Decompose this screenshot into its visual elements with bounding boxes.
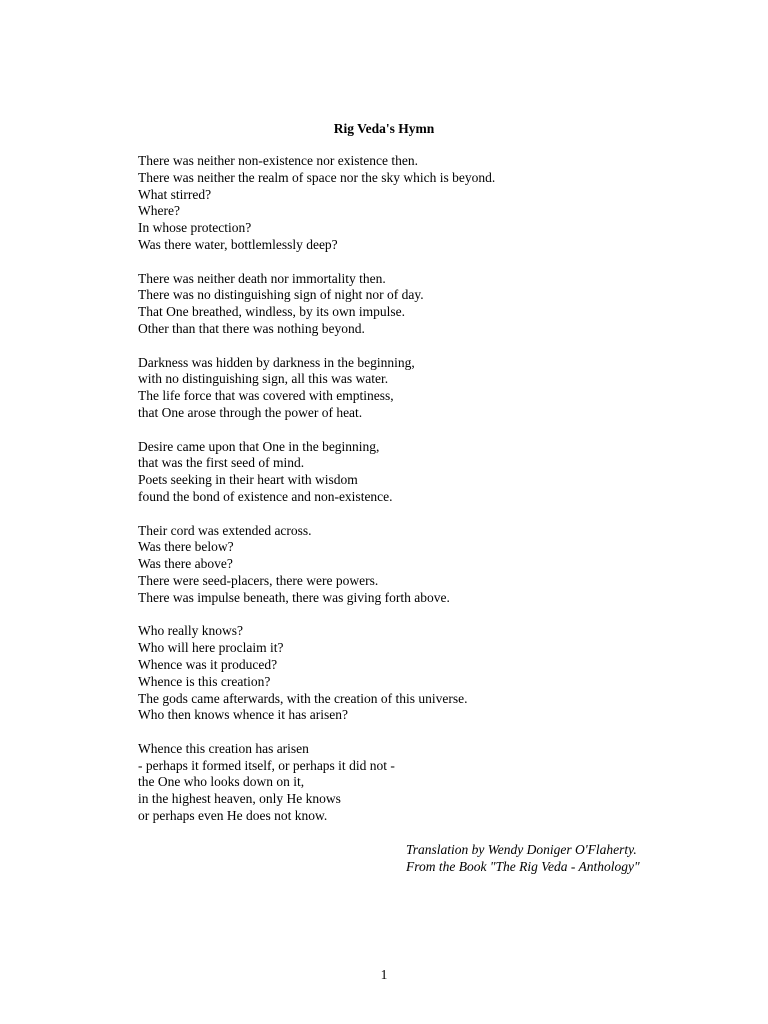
poem-line: Desire came upon that One in the beginning, <box>138 438 380 454</box>
poem-line: There was impulse beneath, there was giving forth above. <box>138 589 450 605</box>
poem-line: There was no distinguishing sign of night nor of day. <box>138 287 424 303</box>
poem-line: The gods came afterwards, with the creation of this universe. <box>138 690 468 706</box>
document-title: Rig Veda's Hymn <box>333 121 435 136</box>
poem-line: Where? <box>138 203 180 219</box>
poem-line: There was neither the realm of space nor the sky which is beyond. <box>138 169 496 185</box>
poem-line: or perhaps even He does not know. <box>138 808 328 824</box>
stanza-2 <box>138 271 495 338</box>
poem-line: found the bond of existence and non-existence. <box>138 488 393 504</box>
stanza-5 <box>138 523 495 607</box>
poem-line: There were seed-placers, there were powers. <box>138 572 379 588</box>
poem-line: There was neither non-existence nor existence then. <box>138 153 419 168</box>
poem-line: that was the first seed of mind. <box>138 455 305 471</box>
poem-line: Was there water, bottlemlessly deep? <box>138 236 338 252</box>
stanza-4 <box>138 439 495 506</box>
poem-line: Was there above? <box>138 556 233 572</box>
poem-line: Darkness was hidden by darkness in the beginning, <box>138 354 415 370</box>
stanza-7 <box>138 741 495 825</box>
stanza-3 <box>138 355 495 422</box>
poem-line: in the highest heaven, only He knows <box>138 791 341 807</box>
poem-line: Was there below? <box>138 539 234 555</box>
poem-line: Whence this creation has arisen <box>138 740 309 756</box>
poem-line: with no distinguishing sign, all this was water. <box>138 371 389 387</box>
stanza-6 <box>138 623 495 724</box>
attribution-source-book: From the Book "The Rig Veda - Anthology" <box>406 859 640 874</box>
poem-line: Poets seeking in their heart with wisdom <box>138 472 358 488</box>
page-number: 1 <box>380 967 388 982</box>
poem-line: Who will here proclaim it? <box>138 640 284 656</box>
poem-line: There was neither death nor immortality then. <box>138 270 386 286</box>
poem-body <box>138 153 495 842</box>
translation-attribution <box>406 841 640 875</box>
attribution-translator: Translation by Wendy Doniger O'Flaherty. <box>406 842 637 857</box>
poem-line: Who really knows? <box>138 623 243 639</box>
poem-line: The life force that was covered with emptiness, <box>138 388 394 404</box>
stanza-1 <box>138 153 495 254</box>
poem-line: That One breathed, windless, by its own impulse. <box>138 304 405 320</box>
poem-line: Other than that there was nothing beyond. <box>138 320 365 336</box>
poem-line: - perhaps it formed itself, or perhaps it did not - <box>138 757 395 773</box>
poem-line: Whence is this creation? <box>138 673 271 689</box>
poem-line: Who then knows whence it has arisen? <box>138 707 348 723</box>
poem-line: In whose protection? <box>138 220 252 236</box>
poem-line: What stirred? <box>138 186 212 202</box>
poem-line: Whence was it produced? <box>138 656 278 672</box>
poem-line: the One who looks down on it, <box>138 774 305 790</box>
poem-line: that One arose through the power of heat. <box>138 404 363 420</box>
poem-line: Their cord was extended across. <box>138 522 312 538</box>
